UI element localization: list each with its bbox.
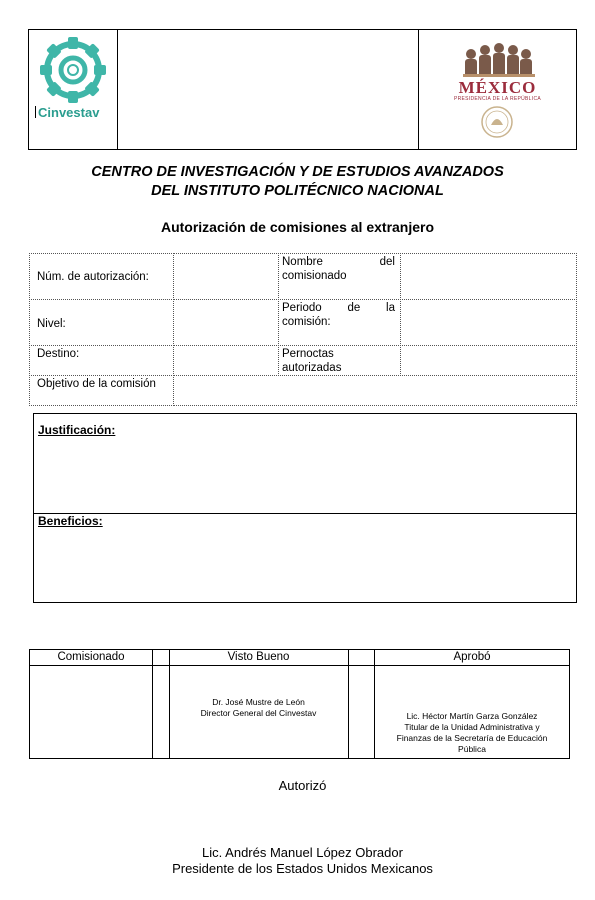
institution-title-line1: CENTRO DE INVESTIGACIÓN Y DE ESTUDIOS AVANZADOS <box>91 164 504 180</box>
nombre-comisionado-label-cell <box>278 253 401 300</box>
periodo-label-cell <box>278 299 401 346</box>
justificacion-label: Justificación: <box>38 423 116 437</box>
visto-bueno-name: Dr. José Mustre de León <box>212 697 305 707</box>
commission-info-grid <box>29 253 577 406</box>
box-divider <box>34 513 576 514</box>
num-autorizacion-field[interactable] <box>173 253 279 300</box>
num-autorizacion-label: Núm. de autorización: <box>37 271 149 283</box>
header-table <box>28 29 577 150</box>
periodo-label-word1: Periodo <box>282 302 322 314</box>
national-seal-icon <box>419 103 577 143</box>
destino-label-cell <box>29 345 174 376</box>
justification-benefits-box <box>33 413 577 603</box>
aprobo-title-line1: Titular de la Unidad Administrativa y <box>404 722 540 732</box>
cinvestav-logo-text: Cinvestav <box>35 105 99 120</box>
mexico-logo-cell <box>419 30 576 149</box>
institution-title <box>0 163 595 201</box>
num-autorizacion-label-cell <box>29 253 174 300</box>
mexico-wordmark: MÉXICO <box>458 78 537 97</box>
pernoctas-label-line2: autorizadas <box>282 362 342 374</box>
visto-bueno-header: Visto Bueno <box>227 651 290 663</box>
president-name: Lic. Andrés Manuel López Obrador <box>202 845 403 860</box>
periodo-label-word3: la <box>386 302 395 314</box>
comisionado-header: Comisionado <box>57 651 125 663</box>
aprobo-name: Lic. Héctor Martín Garza González <box>406 711 538 721</box>
periodo-label-line <box>282 301 395 315</box>
aprobo-signatory <box>374 711 570 755</box>
nivel-label: Nivel: <box>37 318 66 330</box>
objetivo-label: Objetivo de la comisión <box>37 378 156 390</box>
beneficios-field[interactable] <box>34 530 576 602</box>
periodo-label-word4: comisión: <box>282 316 331 328</box>
president-signatory <box>0 845 595 877</box>
visto-bueno-title: Director General del Cinvestav <box>200 708 317 718</box>
cinvestav-logo-cell <box>29 30 118 149</box>
heroes-portrait-icon <box>419 36 577 82</box>
comisionado-signature-field[interactable] <box>30 666 152 758</box>
destino-label: Destino: <box>37 348 80 360</box>
pernoctas-field[interactable] <box>400 345 577 376</box>
aprobo-header: Aprobó <box>453 651 491 663</box>
pernoctas-label-cell <box>278 345 401 376</box>
document-title: Autorización de comisiones al extranjero <box>160 219 435 235</box>
col-divider <box>152 650 153 758</box>
nombre-label-word2: del <box>379 256 395 268</box>
col-divider <box>348 650 349 758</box>
nivel-label-cell <box>29 299 174 346</box>
beneficios-label: Beneficios: <box>38 514 103 528</box>
justificacion-field[interactable] <box>34 438 576 512</box>
periodo-label-word2: de <box>347 302 361 314</box>
nombre-label-word3: comisionado <box>282 270 347 282</box>
nombre-label-line <box>282 255 395 269</box>
aprobo-title-line3: Pública <box>458 744 486 754</box>
signature-table <box>29 649 570 759</box>
aprobo-title-line2: Finanzas de la Secretaría de Educación <box>396 733 548 743</box>
president-title: Presidente de los Estados Unidos Mexicanos <box>172 861 433 876</box>
visto-bueno-signatory <box>169 697 348 719</box>
nombre-comisionado-field[interactable] <box>400 253 577 300</box>
nivel-field[interactable] <box>173 299 279 346</box>
objetivo-field[interactable] <box>173 375 577 406</box>
periodo-field[interactable] <box>400 299 577 346</box>
destino-field[interactable] <box>173 345 279 376</box>
mexico-subtitle: PRESIDENCIA DE LA REPÚBLICA <box>453 96 542 102</box>
institution-title-line2: DEL INSTITUTO POLITÉCNICO NACIONAL <box>151 183 444 199</box>
objetivo-label-cell <box>29 375 174 406</box>
header-empty-cell <box>118 30 419 149</box>
cinvestav-logo-icon <box>29 30 118 110</box>
nombre-label-word1: Nombre <box>282 256 323 268</box>
pernoctas-label-line1: Pernoctas <box>282 348 334 360</box>
autorizo-label: Autorizó <box>278 778 327 793</box>
